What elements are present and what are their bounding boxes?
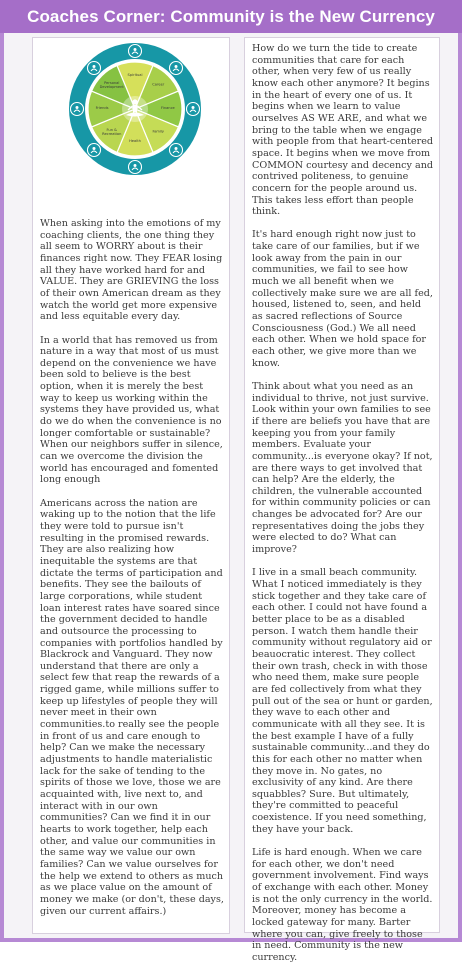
page-title: Coaches Corner: Community is the New Currency — [27, 6, 435, 26]
wheel-segment-label: Finance — [161, 106, 175, 110]
paragraph: How do we turn the tide to create communities that care for each other, when very few of us really know each other anymore? It begins in the heart of every one of us. It begins when we learn to value ourselves AS WE ARE, and what we bring to the table when we engage with people from that heart-centered space. It begins when we move from COMMON courtesy and decency and contrived politeness, to genuine concern for the people around us. This takes less effort than people think. — [252, 43, 434, 218]
left-column — [32, 37, 230, 934]
wheel-segment-label: Friends — [95, 106, 109, 110]
paragraph: It's hard enough right now just to take care of our families, but if we look away from the pain in our communities, we fail to see how much we all benefit when we collectively make sure we are all fed, housed, listened to, seen, and held as sacred reflections of Source Consciousness (God.) We all need each other. When we hold space for each other, we give more than we know. — [252, 229, 433, 369]
paragraph: When asking into the emotions of my coaching clients, the one thing they all seem to WORRY about is their finances right now. They FEAR losing all they have worked hard for and VALUE. They are GRIEVING the loss of their own American dream as they watch the world get more expensive and less equitable every day. — [40, 218, 223, 323]
article-frame — [0, 33, 462, 963]
paragraph: Life is hard enough. When we care for each other, we don't need government involvement. Find ways of exchange with each other. Money is not the only currency in the world. Moreover, money has become a locked gateway for many. Barter where you can, give freely to those in need. Community is the new currency. — [252, 847, 433, 963]
right-column-text — [245, 38, 439, 964]
wheel-segment-label: Spiritual — [127, 73, 143, 78]
paragraph: I live in a small beach community. What I noticed immediately is they stick together and they take care of each other. I could not have found a better place to be as a disabled person. I watch them handle their community without regulatory aid or beauocratic interest. They collect their own trash, check in with those who need them, make sure people are fed collectively from what they pull out of the sea or hunt or garden, they wave to each other and communicate with all they see. It is the best example I have of a fully sustainable community...and they do this for each other no matter when they move in. No gates, no exclusivity of any kind. Are there squabbles? Sure. But ultimately, they're committed to peaceful coexistence. If you need something, they have your back. — [252, 567, 433, 835]
paragraph: In a world that has removed us from nature in a way that most of us must depend on the convenience we have been sold to believe is the best option, when it is merely the best way to keep us working within the systems they have provided us, what do we do when the convenience is no longer comfortable or sustainable? When our neighbors suffer in silence, can we overcome the division the world has encouraged and fomented long enough — [40, 334, 223, 486]
title-banner — [0, 0, 462, 33]
wheel-segment-label: Career — [152, 82, 165, 87]
wheel-segment-label: Health — [129, 138, 141, 143]
wheel-of-life-graphic — [67, 41, 203, 177]
paragraph: Think about what you need as an individual to thrive, not just survive. Look within your own families to see if there are beliefs you have that are keeping you from your family members. Evaluate your community...is everyone okay? If not, are there ways to get involved that can help? Are the elderly, the children, the vulnerable accounted for within community policies or can changes be advocated for? Are our representatives doing the jobs they were elected to do? What can improve? — [252, 380, 433, 556]
wheel-segment-label: Personal Development — [99, 81, 124, 90]
right-column — [244, 37, 440, 963]
wheel-segment-label: Fun & Recreation — [102, 127, 122, 136]
wheel-segment-label: Family — [152, 129, 165, 134]
paragraph: Americans across the nation are waking up to the notion that the life they were told to pursue isn't resulting in the promised rewards. They are also realizing how inequitable the systems are that dictate the terms of participation and benefits. They see the bailouts of large corporations, while student loan interest rates have soared since the government decided to handle and outsource the processing to companies with portfolios handled by Blackrock and Vanguard. They now understand that there are only a select few that reap the rewards of a rigged game, while millions suffer to keep up lifestyles of people they will never meet in their own communities.to really see the people in front of us and care enough to help? Can we make the necessary adjustments to handle materialistic lack for the sake of tending to the spirits of those we love, those we are acquainted with, live next to, and interact with in our own communities? Can we find it in our hearts to work together, help each other, and value our communities in the same way we value our own families? Can we value ourselves for the help we extend to others as much as we place value on the amount of money we make (or don't, these days, given our current affairs.) — [40, 497, 224, 917]
